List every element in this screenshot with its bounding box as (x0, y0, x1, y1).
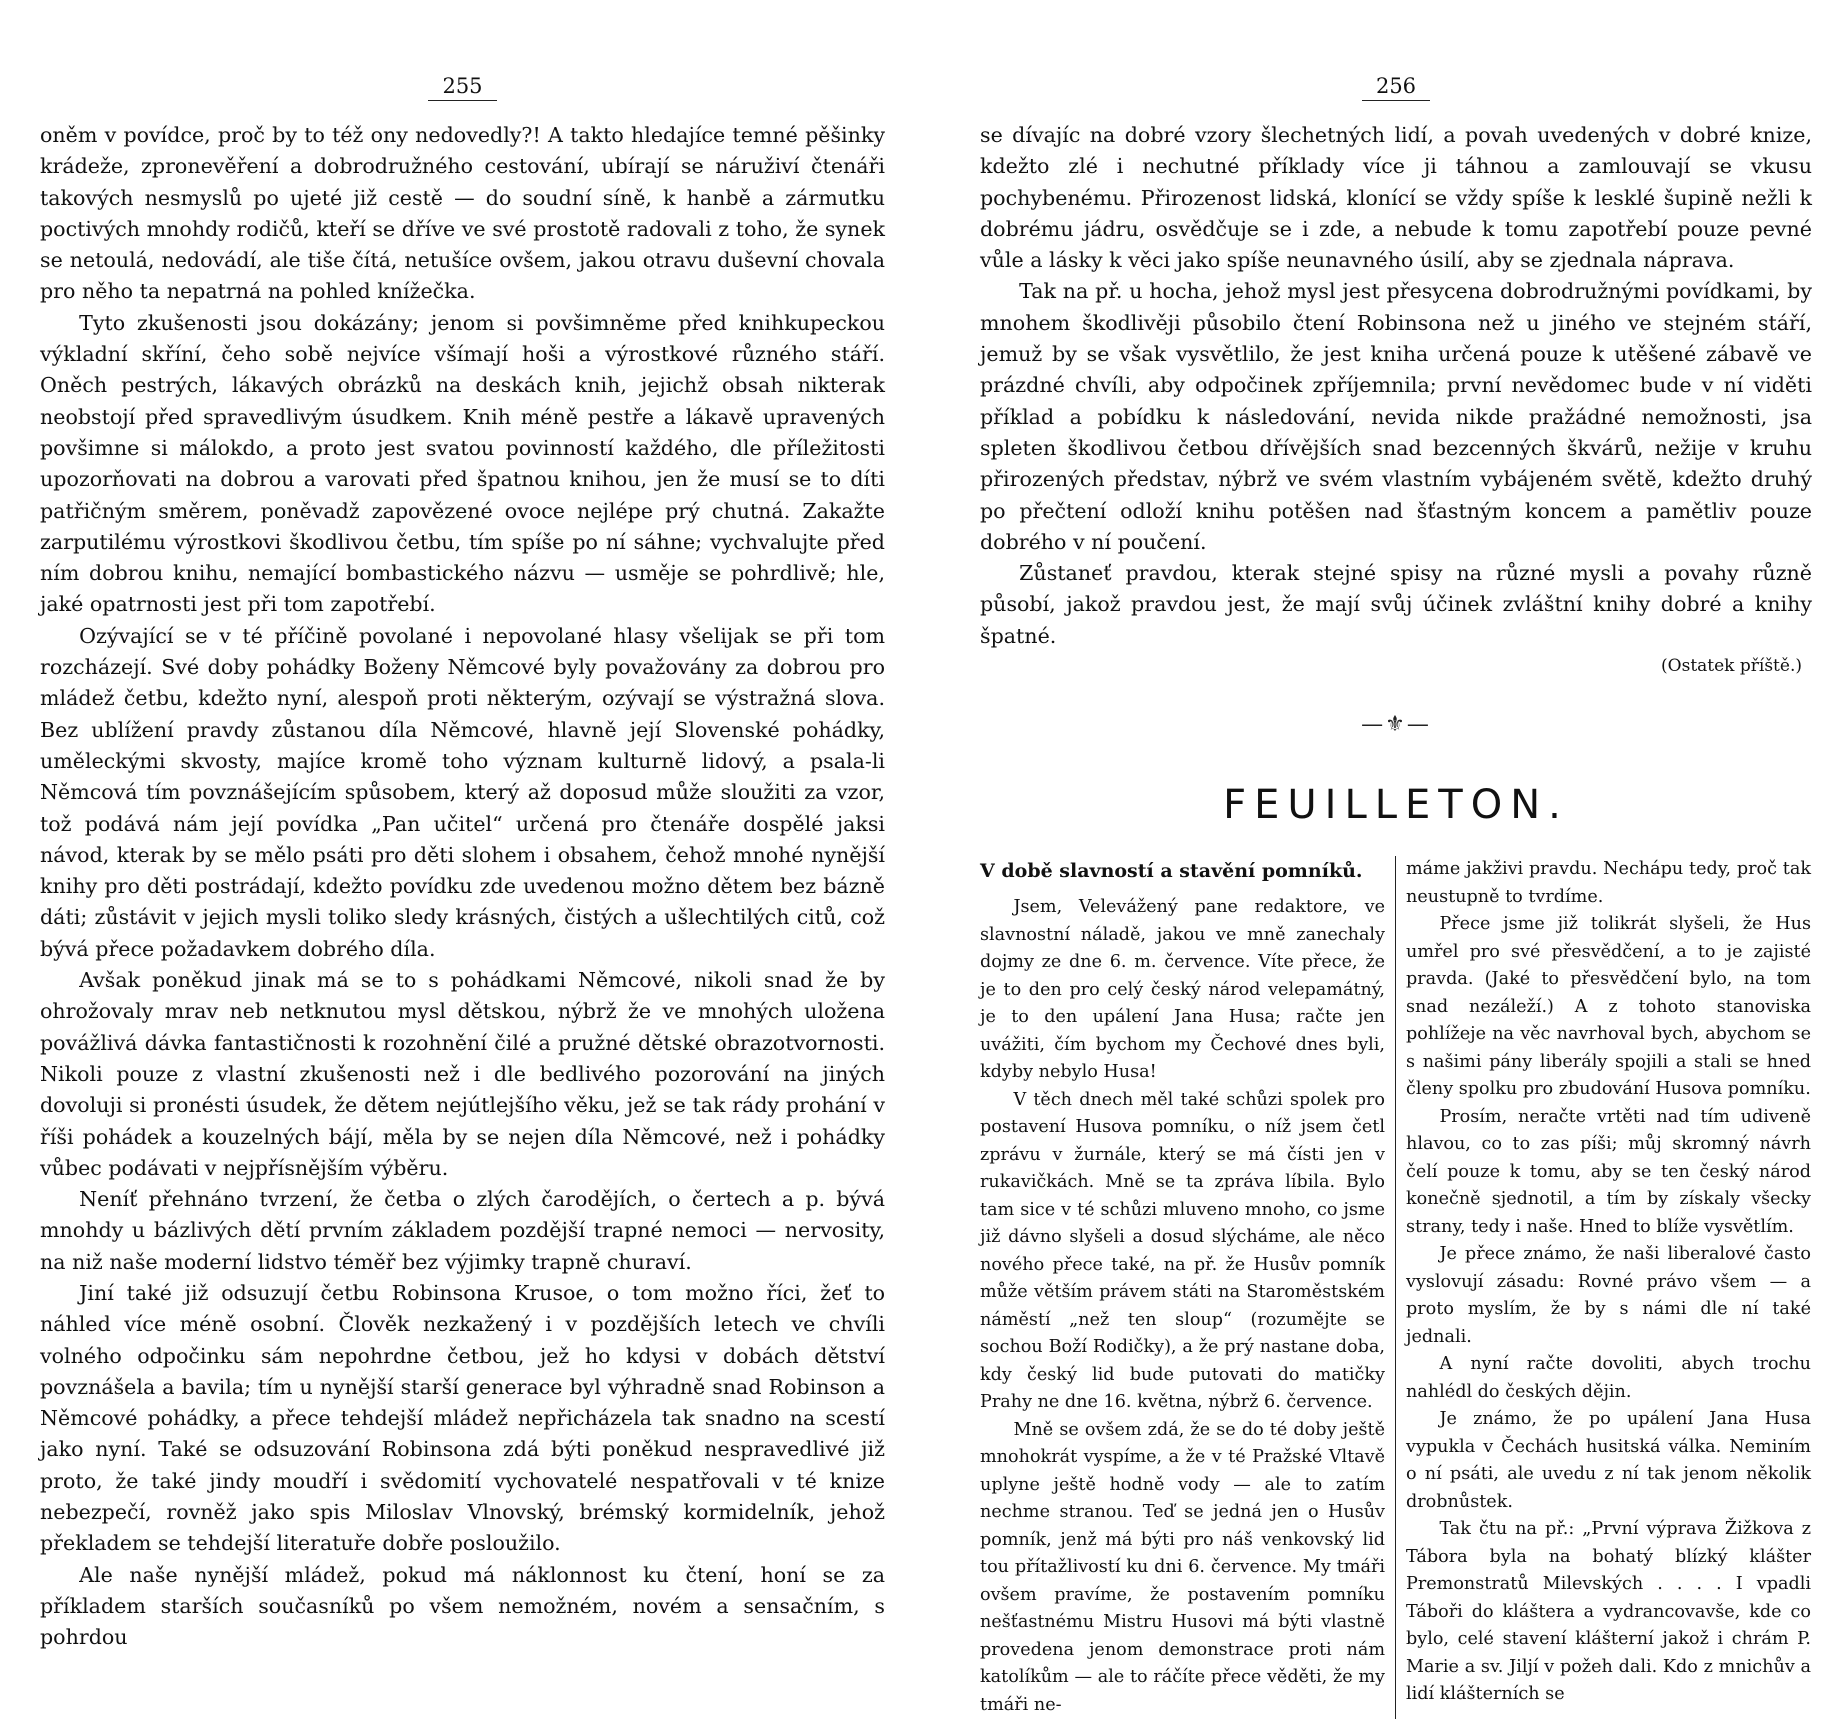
paragraph: máme jakživi pravdu. Nechápu tedy, proč tak neustupně to tvrdíme. (1406, 859, 1811, 907)
paragraph: Zůstaneť pravdou, kterak stejné spisy na různé mysli a povahy různě působí, jakož pravdou jest, že mají svůj účinek zvláštní knihy dobré a knihy špatné. (980, 561, 1812, 648)
paragraph: Neníť přehnáno tvrzení, že četba o zlých čarodějích, o čertech a p. bývá mnohdy u bázlivých dětí prvním základem pozdější trapné nemoci — nervosity, na niž naše moderní lidstvo téměř bez výjimky trapně churaví. (40, 1187, 885, 1274)
page-number: 256 (980, 0, 1812, 98)
page-number: 255 (40, 0, 885, 98)
right-page (980, 0, 1812, 1715)
paragraph: Přece jsme již tolikrát slyšeli, že Hus umřel pro své přesvědčení, a to je zajisté pravda. (Jaké to přesvědčení bylo, na tom snad nezáleží.) A z tohoto stanoviska pohlížeje na věc navrhoval bych, abychom se s našimi pány liberály spojili a stali se hned členy spolku pro zbudování Husova pomníku. (1406, 914, 1811, 1100)
article-column-1 (980, 856, 1396, 1719)
paragraph: Tak čtu na př.: „První výprava Žižkova z Tábora byla na bohatý blízký klášter Premonstratů Milevských . . . . I vpadli Táboři do kláštera a vydrancovavše, kde co bylo, celé stavení klášterní jakož i chrám P. Marie a sv. Jiljí v požeh dali. Kdo z mnichův a lidí klášterních se (1406, 1519, 1811, 1705)
article-column-2 (1396, 856, 1811, 1719)
paragraph: V těch dnech měl také schůzi spolek pro postavení Husova pomníku, o níž jsem četl zprávu v žurnále, který se má čísti jen v rukavičkách. Mně se ta zpráva líbila. Bylo tam sice v té schůzi mluveno mnoho, co jsme již dávno slyšeli a dosud slýcháme, ale něco nového přece také, na př. že Husův pomník může větším právem státi na Staroměstském náměstí „než ten sloup“ (rozumějte se sochou Boží Rodičky), a že prý nastane doba, kdy český lid bude putovati do matičky Prahy ne dne 16. května, nýbrž 6. července. (980, 1089, 1385, 1413)
paragraph: Mně se ovšem zdá, že se do té doby ještě mnohokrát vyspíme, a že v té Pražské Vltavě uplyne ještě hodně vody — ale to zatím nechme stranou. Teď se jedná jen o Husův pomník, jenž má býti pro náš venkovský lid tou přítažlivostí ku dni 6. července. My tmáři ovšem pravíme, že postavením pomníku nešťastnému Mistru Husovi má býti vlastně provedena jenom demonstrace proti nám katolíkům — ale to ráčíte přece věděti, že my tmáři ne- (980, 1419, 1385, 1715)
left-page (40, 0, 885, 1650)
paragraph: Tak na př. u hocha, jehož mysl jest přesycena dobrodružnými povídkami, by mnohem škodlivěji působilo čtení Robinsona než u jiného ve stejném stáří, jemuž by se však vysvětlilo, že jest kniha určená pouze k utěšené zábavě ve prázdné chvíli, aby odpočinek zpříjemnila; první nevědomec bude v ní viděti příklad a pobídku k následování, nevida nikde pražádné nemožnosti, jsa spleten škodlivou četbou dřívějších snad bezcenných škvárů, nežije v kruhu přirozených představ, nýbrž ve svém vlastním vybájeném světě, kdežto druhý po přečtení odloží knihu potěšen nad šťastným koncem a pamětliv pouze dobrého v ní poučení. (980, 279, 1812, 554)
right-page-body (980, 120, 1812, 680)
paragraph: se dívajíc na dobré vzory šlechetných lidí, a povah uvedených v dobré knize, kdežto zlé i nechutné příklady více ji táhnou a zamlouvají se vkusu pochybenému. Přirozenost lidská, klonící se vždy spíše k lesklé šupině nežli k dobrému jádru, osvědčuje se i zde, a nebude k tomu zapotřebí pouze pevné vůle a lásky k věci jako spíše neunavného úsilí, aby se zjednala náprava. (980, 123, 1812, 273)
paragraph: Prosím, neračte vrtěti nad tím udiveně hlavou, co to zas píši; můj skromný návrh čelí pouze k tomu, aby se ten český národ konečně sjednotil, a tím by získaly všecky strany, tedy i naše. Hned to blíže vysvětlím. (1406, 1106, 1811, 1237)
paragraph: Je přece známo, že naši liberalové často vyslovují zásadu: Rovné právo všem — a proto myslím, že by s námi dle ní také jednali. (1406, 1244, 1811, 1347)
continued-note: (Ostatek příště.) (1661, 656, 1802, 677)
article-title: V době slavností a stavění pomníků. (980, 860, 1363, 883)
paragraph: Ale naše nynější mládež, pokud má náklonnost ku čtení, honí se za příkladem starších současníků po všem nemožném, novém a sensačním, s pohrdou (40, 1562, 885, 1650)
paragraph: oněm v povídce, proč by to též ony nedovedly?! A takto hledajíce temné pěšinky krádeže, zpronevěření a dobrodružného cestování, ubírají se náruživí čtenáři takových nesmyslů po ujeté již cestě — do soudní síně, k hanbě a zármutku poctivých mnohdy rodičů, kteří se dříve ve své prostotě radovali z toho, že synek se netoulá, nedovádí, ale tiše čítá, netušíce ovšem, jakou otravu duševní chovala pro něho ta nepatrná na pohled knížečka. (40, 123, 885, 304)
article-columns (980, 856, 1812, 1719)
paragraph: Jsem, Velevážený pane redaktore, ve slavnostní náladě, jakou ve mně zanechaly dojmy ze dne 6. m. července. Víte přece, že je to den pro celý český národ velepamátný, je to den upálení Jana Husa; račte jen uvážiti, čím bychom my Čechové dnes byli, kdyby nebylo Husa! (980, 897, 1385, 1083)
paragraph: A nyní račte dovoliti, abych trochu nahlédl do českých dějin. (1406, 1354, 1811, 1402)
paragraph: Je známo, že po upálení Jana Husa vypukla v Čechách husitská válka. Neminím o ní psáti, ale uvedu z ní tak jenom několik drobnůstek. (1406, 1409, 1811, 1512)
paragraph: Tyto zkušenosti jsou dokázány; jenom si povšimněme před knihkupeckou výkladní skříní, čeho sobě nejvíce všímají hoši a výrostkové různého stáří. Oněch pestrých, lákavých obrázků na deskách knih, jejichž obsah nikterak neobstojí před spravedlivým úsudkem. Knih méně pestře a lákavě upravených povšimne si málokdo, a proto jest svatou povinností každého, dle příležitosti upozorňovati na dobrou a varovati před špatnou knihou, jen že musí se to díti patřičným směrem, poněvadž zapovězené ovoce nejlépe prý chutná. Zakažte zarputilému výrostkovi škodlivou četbu, tím spíše po ní sáhne; vychvalujte před ním dobrou knihu, nemající bombastického názvu — usměje se pohrdlivě; hle, jaké opatrnosti jest při tom zapotřebí. (40, 310, 885, 617)
paragraph: Ozývající se v té příčině povolané i nepovolané hlasy všelijak se při tom rozcházejí. Své doby pohádky Boženy Němcové byly považovány za dobrou pro mládež četbu, kdežto nyní, alespoň proti některým, ozývají se výstražná slova. Bez ublížení pravdy zůstanou díla Němcové, hlavně její Slovenské pohádky, uměleckými skvosty, majíce kromě toho význam kulturně lidový, a psala-li Němcová tím povznášejícím spůsobem, který až doposud může sloužiti za vzor, tož podává nám její povídka „Pan učitel“ určená pro čtenáře dospělé jaksi návod, kterak by se mělo psáti pro děti slohem i obsahem, čehož mnohé nynější knihy pro děti postrádají, kdežto povídku zde uvedenou možno dětem bez bázně dáti; zůstávit v jejich mysli toliko sledy krásných, čistých a ušlechtilých citů, což bývá přece požadavkem dobrého díla. (40, 623, 885, 961)
paragraph: Avšak poněkud jinak má se to s pohádkami Němcové, nikoli snad že by ohrožovaly mrav neb netknutou mysl dětskou, nýbrž že ve mnohých uložena povážlivá dávka fantastičnosti k rozohnění čilé a pružné dětské obrazotvornosti. Nikoli pouze z vlastní zkušenosti než i dle bedlivého pozorování na jiných dovoluji si pronésti úsudek, že dětem nejútlejšího věku, jež se tak rády prohání v říši pohádek a kouzelných bájí, měla by se nejen díla Němcové, než i pohádky vůbec podávati v nejpřísnějším výběru. (40, 968, 885, 1180)
ornament-divider: —⚜— (1361, 712, 1431, 738)
section-heading: FEUILLETON. (1223, 782, 1569, 829)
paragraph: Jiní také již odsuzují četbu Robinsona Krusoe, o tom možno říci, žeť to náhled více méně osobní. Člověk nezkažený i v pozdějších letech ve chvíli volného odpočinku sám nepohrdne četbou, jež ho kdysi v dobách dětství povznášela a bavila; tím u nynější starší generace byl výhradně snad Robinson a Němcové pohádky, a přece tehdejší mládež nepřicházela tak snadno na scestí jako nyní. Také se odsuzování Robinsona zdá býti poněkud nespravedlivé již proto, že také jindy moudří i svědomití vychovatelé nespatřovali v té knize nebezpečí, rovněž jako spis Miloslav Vlnovský, brémský kormidelník, jehož překladem se tehdejší literatuře dobře posloužilo. (40, 1280, 885, 1556)
left-page-body (40, 120, 885, 1654)
